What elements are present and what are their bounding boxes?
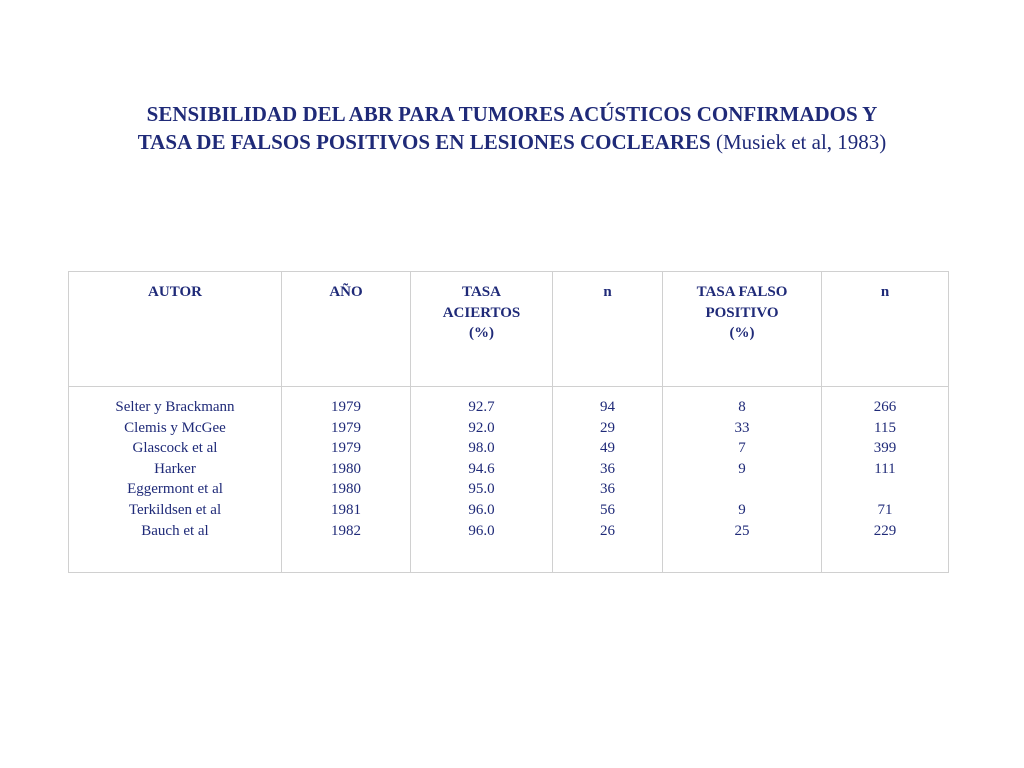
cell-n-falso-list: 266 115 399 111 71 229 [822, 387, 949, 573]
cell-n-aciertos-list: 94 29 49 36 36 56 26 [553, 387, 663, 573]
results-table [68, 271, 949, 573]
header-tasa-falso: TASA FALSO POSITIVO (%) [663, 272, 822, 387]
cell-autor-list: Selter y Brackmann Clemis y McGee Glascock et al Harker Eggermont et al Terkildsen et al Bauch et al [69, 387, 282, 573]
cell-anio-list: 1979 1979 1979 1980 1980 1981 1982 [282, 387, 411, 573]
cell-tasa-falso-list: 8 33 7 9 9 25 [663, 387, 822, 573]
table-row [69, 387, 949, 573]
title-citation: (Musiek et al, 1983) [710, 130, 887, 154]
header-n-aciertos: n [553, 272, 663, 387]
cell-tasa-aciertos-list: 92.7 92.0 98.0 94.6 95.0 96.0 96.0 [411, 387, 553, 573]
table-header-row [69, 272, 949, 387]
title-line-1: SENSIBILIDAD DEL ABR PARA TUMORES ACÚSTICOS CONFIRMADOS Y [146, 102, 878, 126]
title-line-2 [0, 128, 1024, 156]
title-line-2-bold: TASA DE FALSOS POSITIVOS EN LESIONES COCLEARES [137, 130, 711, 154]
header-anio: AÑO [282, 272, 411, 387]
header-autor: AUTOR [69, 272, 282, 387]
page-title [0, 100, 1024, 156]
header-n-falso: n [822, 272, 949, 387]
header-tasa-aciertos: TASA ACIERTOS (%) [411, 272, 553, 387]
